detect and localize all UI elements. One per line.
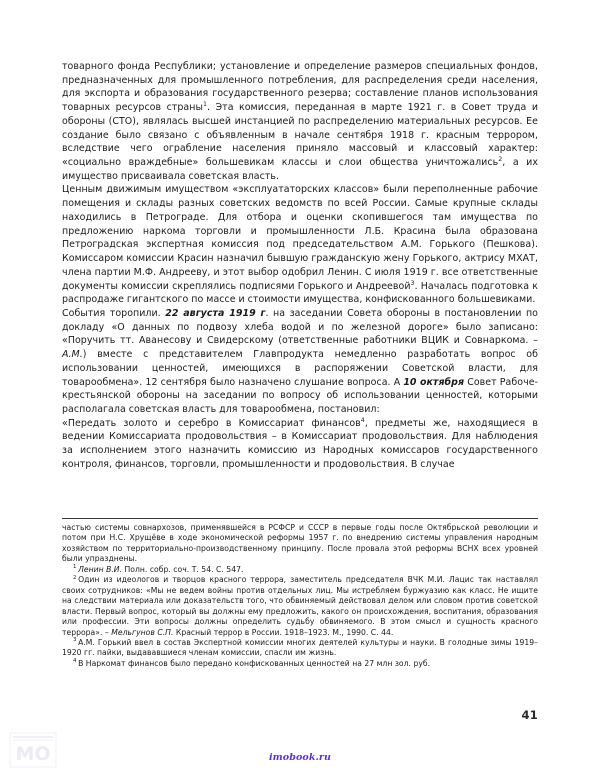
- footnote-reference[interactable]: 2: [498, 155, 503, 163]
- body-paragraph: События торопили. 22 августа 1919 г. на заседании Совета обороны в постановлении по докладу «О данных по подвозу хлеба водой и по железной дороге» было записано: «Поручить тт. Аванесову и Свидерскому (ответственные работники ВЦИК и Совнаркома. – А.М.) вместе с представителем Главпродукта немедленно разработать вопрос об использовании ценностей, имеющихся в распоряжении Советской власти, для товарообмена». 12 сентября было назначено слушание вопроса. А 10 октября Совет Рабоче-крестьянской обороны на заседании по вопросу об использовании ценностей, которыми располагала советская власть для товарообмена, постановил:: [62, 307, 538, 415]
- footnote-separator-rule: [62, 518, 538, 519]
- footnote-item: $^1$ Ленин В.И. Полн. собр. соч. Т. 54. С. 547.: [73, 564, 244, 574]
- footnote-reference[interactable]: 4: [360, 416, 365, 424]
- footnote-item: $^4$ В Наркомат финансов было передано конфискованных ценностей на 27 млн зол. руб.: [73, 658, 431, 668]
- footnote-marker: 4: [73, 658, 77, 665]
- footnote-item: $^3$ А.М. Горький ввел в состав Экспертной комиссии многих деятелей культуры и науки. В голодные зимы 1919–1920 гг. пайки, выдававшиеся членам комиссии, спасли им жизнь.: [62, 637, 538, 658]
- svg-text:MO: MO: [15, 743, 51, 765]
- body-text-column: [62, 60, 538, 472]
- italic-citation: А.М.: [62, 349, 83, 361]
- italic-citation: Ленин В.И.: [78, 564, 123, 574]
- site-watermark[interactable]: imobook.ru: [268, 752, 332, 763]
- footnote-marker: 3: [73, 637, 77, 644]
- footnote-reference[interactable]: 1: [202, 101, 208, 109]
- footnote-reference[interactable]: 3: [410, 279, 415, 287]
- emphasized-date: 22 августа 1919 г: [165, 307, 266, 319]
- footnote-marker: 2: [73, 574, 77, 581]
- footnote-block: [62, 518, 538, 669]
- italic-citation: Мельгунов С.П.: [111, 627, 174, 637]
- page-number: 41: [521, 708, 538, 722]
- emphasized-date: 10 октября: [403, 376, 465, 388]
- footnote-marker: 1: [73, 564, 77, 571]
- body-paragraph: Ценным движимым имуществом «эксплуататорских классов» были переполненные рабочие помещения и склады разных советских ведомств по всей России. Самые крупные склады находились в Петрограде. Для отбора и оценки скопившегося там имущества по предложению наркома торговли и промышленности Л.Б. Красина была образована Петроградская экспертная комиссия под председательством А.М. Горького (Пешкова). Комиссаром комиссии Красин назначил бывшую гражданскую жену Горького, актрису МХАТ, члена партии М.Ф. Андрееву, и этот выбор одобрил Ленин. С июля 1919 г. все ответственные документы комиссии скреплялись подписями Горького и Андреевой$^3$. Началась подготовка к распродаже гигантского по массе и стоимости имущества, конфискованного большевиками.: [62, 184, 538, 306]
- body-paragraph: «Передать золото и серебро в Комиссариат финансов$^4$, предметы же, находящиеся в ведении Комиссариата продовольствия – в Комиссариат продовольствия. Для наблюдения за исполнением этого назначить комиссию из Народных комиссаров государственного контроля, финансов, торговли, промышленности и продовольствия. В случае: [62, 416, 538, 470]
- mo-logo-watermark: [8, 730, 58, 770]
- footnote-continuation: частью системы совнархозов, применявшейся в РСФСР и СССР в первые годы после Октябрьской революции и потом при Н.С. Хрущёве в ходе экономической реформы 1957 г. по внедрению системы управления народным хозяйством по территориально-производственному принципу. После провала этой реформы ВСНХ всех уровней были упразднены.: [62, 523, 538, 564]
- footnote-item: $^2$ Один из идеологов и творцов красного террора, заместитель председателя ВЧК М.И. Лацис так наставлял своих сотрудников: «Мы не ведем войны против отдельных лиц. Мы истребляем буржуазию как класс. Не ищите на следствии материала или доказательств того, что обвиняемый действовал делом или словом против советской власти. Первый вопрос, который вы должны ему предложить, какого он происхождения, воспитания, образования или профессии. Эти вопросы должны определить судьбу обвиняемого. В этом смысл и сущность красного террора». – Мельгунов С.П. Красный террор в России. 1918–1923. М., 1990. С. 44.: [62, 574, 538, 637]
- body-paragraph: товарного фонда Республики; установление и определение размеров специальных фондов, предназначенных для промышленного потребления, для распределения среди населения, для экспорта и образования государственного резерва; составление планов использования товарных ресурсов страны$^1$. Эта комиссия, переданная в марте 1921 г. в Совет труда и обороны (СТО), являлась высшей инстанцией по распределению материальных ресурсов. Ее создание было связано с объявленным в начале сентября 1918 г. красным террором, вследствие чего ограбление населения приняло массовый и классовый характер: «социально враждебные» большевикам классы и слои общества уничтожались$^2$, а их имущество присваивала советская власть.: [62, 61, 538, 182]
